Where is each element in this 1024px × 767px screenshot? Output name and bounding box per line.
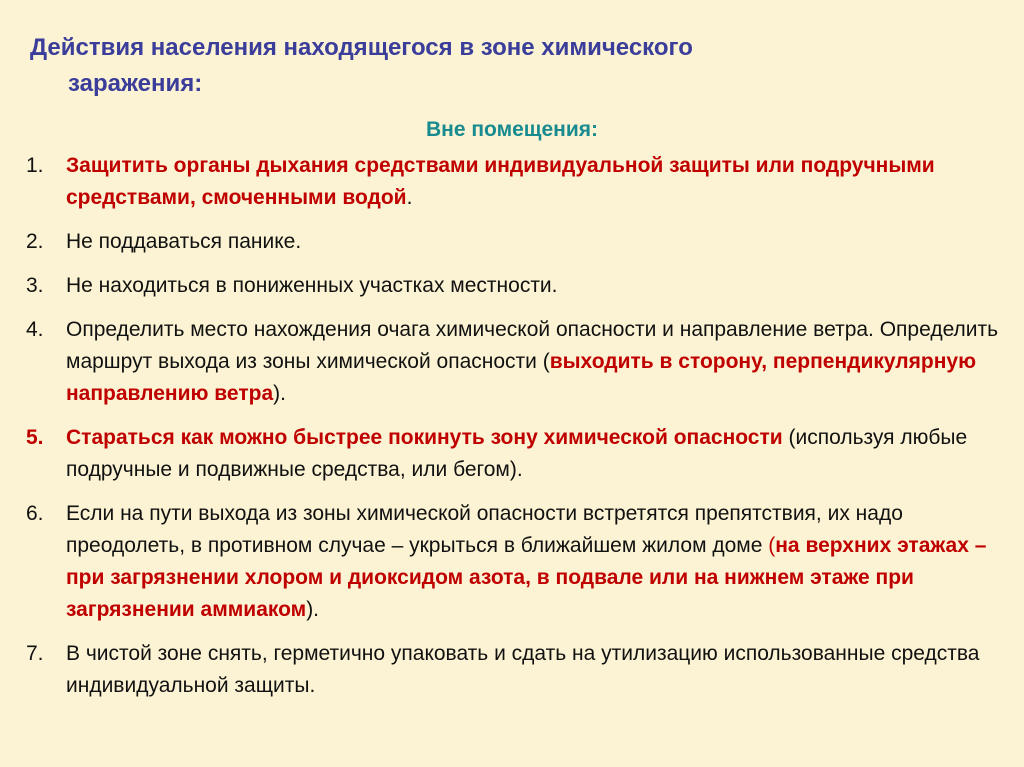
list-item-text: выходить в сторону, перпендикулярную направлению ветра — [66, 350, 976, 405]
list-item — [26, 314, 1016, 410]
instruction-list — [26, 150, 1016, 702]
list-item — [26, 226, 1016, 258]
list-item — [26, 638, 1016, 702]
title-line-2: заражения: — [68, 70, 203, 97]
list-item-number: 1. — [26, 154, 44, 177]
list-item — [26, 422, 1016, 486]
list-item-text: Защитить органы дыхания средствами индивидуальной защиты или подручными средствами, смоченными водой — [66, 154, 935, 209]
list-item-text: ). — [273, 382, 286, 405]
list-item-number: 7. — [26, 642, 44, 665]
list-item — [26, 270, 1016, 302]
list-item-text: на верхних этажах – при загрязнении хлором и диоксидом азота, в подвале или на нижнем этаже при загрязнении аммиаком — [66, 534, 987, 621]
section-subtitle: Вне помещения: — [425, 118, 599, 141]
list-item-text: . — [406, 186, 413, 209]
list-item-text: ( — [768, 534, 776, 557]
list-item-number: 6. — [26, 502, 44, 525]
slide-title — [30, 30, 990, 102]
list-item — [26, 498, 1016, 626]
list-item-text: Не поддаваться панике. — [66, 230, 302, 253]
list-item-number: 4. — [26, 318, 44, 341]
list-item-text: Определить место нахождения очага химической опасности и направление ветра. Определить маршрут выхода из зоны химической опасности ( — [66, 318, 999, 373]
list-item-text: Стараться как можно быстрее покинуть зону химической опасности — [66, 426, 783, 449]
list-item-number: 2. — [26, 230, 44, 253]
list-item-number: 5. — [26, 426, 44, 449]
title-line-1: Действия населения находящегося в зоне химического — [30, 34, 693, 61]
list-item-text: ). — [306, 598, 320, 621]
list-item-text: В чистой зоне снять, герметично упаковать и сдать на утилизацию использованные средства индивидуальной защиты. — [66, 642, 980, 697]
list-item-number: 3. — [26, 274, 44, 297]
list-item-text: (используя любые подручные и подвижные средства, или бегом). — [66, 426, 968, 481]
list-item-text: Если на пути выхода из зоны химической опасности встретятся препятствия, их надо преодолеть, в противном случае – укрыться в ближайшем жилом доме — [66, 502, 903, 557]
list-item — [26, 150, 1016, 214]
list-item-text: Не находиться в пониженных участках местности. — [66, 274, 558, 297]
